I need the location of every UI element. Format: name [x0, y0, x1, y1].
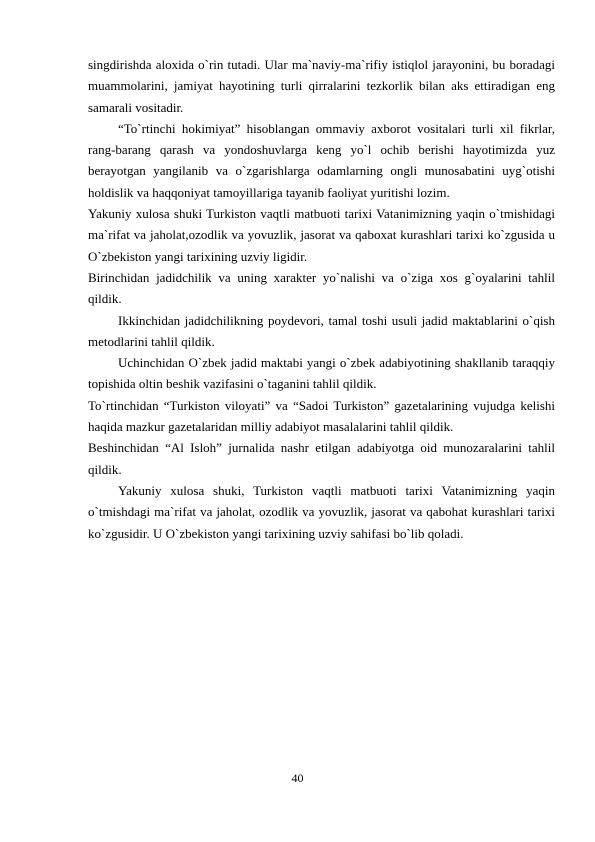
document-body: [88, 54, 555, 544]
paragraph-3: Yakuniy xulosa shuki Turkiston vaqtli matbuoti tarixi Vatanimizning yaqin o`tmishidagi ma`rifat va jaholat,ozodlik va yovuzlik, jasorat va qaboxat kurashlari tarixi ko`zgusida u O`zbekiston yangi tarixining uzviy ligidir.: [88, 206, 555, 264]
paragraph-6: Uchinchidan O`zbek jadid maktabi yangi o`zbek adabiyotining shakllanib taraqqiy topishida oltin beshik vazifasini o`taganini tahlil qildik.: [88, 355, 555, 392]
paragraph-4: Birinchidan jadidchilik va uning xarakter yo`nalishi va o`ziga xos g`oyalarini tahlil qildik.: [88, 269, 555, 307]
paragraph-2: “To`rtinchi hokimiyat” hisoblangan ommaviy axborot vositalari turli xil fikrlar, rang-barang qarash va yondoshuvlarga keng yo`l ochib berishi hayotimizda yuz berayotgan yangilanib va o`zgarishlarga odamlarning ongli munosabatini uyg`otishi holdislik va haqqoniyat tamoyillariga tayanib faoliyat yuritishi lozim.: [88, 120, 555, 200]
paragraph-8: Beshinchidan “Al Isloh” jurnalida nashr etilgan adabiyotga oid munozaralarini tahlil qildik.: [88, 440, 555, 477]
paragraph-9: Yakuniy xulosa shuki, Turkiston vaqtli matbuoti tarixi Vatanimizning yaqin o`tmishdagi ma`rifat va jaholat, ozodlik va yovuzlik, jasorat va qabohat kurashlari tarixi ko`zgusidir. U O`zbekiston yangi tarixining uzviy sahifasi bo`lib qoladi.: [88, 482, 555, 541]
page-number: 40: [291, 771, 304, 785]
paragraph-7: To`rtinchidan “Turkiston viloyati” va “Sadoi Turkiston” gazetalarining vujudga kelishi haqida mazkur gazetalaridan milliy adabiyot masalalarini tahlil qildik.: [88, 397, 555, 435]
paragraph-5: Ikkinchidan jadidchilikning poydevori, tamal toshi usuli jadid maktablarini o`qish metodlarini tahlil qildik.: [88, 312, 555, 349]
paragraph-1: singdirishda aloxida o`rin tutadi. Ular ma`naviy-ma`rifiy istiqlol jarayonini, bu boradagi muammolarini, jamiyat hayotining turli qirralarini tezkorlik bilan aks ettiradigan eng samarali vositadir.: [88, 57, 555, 115]
